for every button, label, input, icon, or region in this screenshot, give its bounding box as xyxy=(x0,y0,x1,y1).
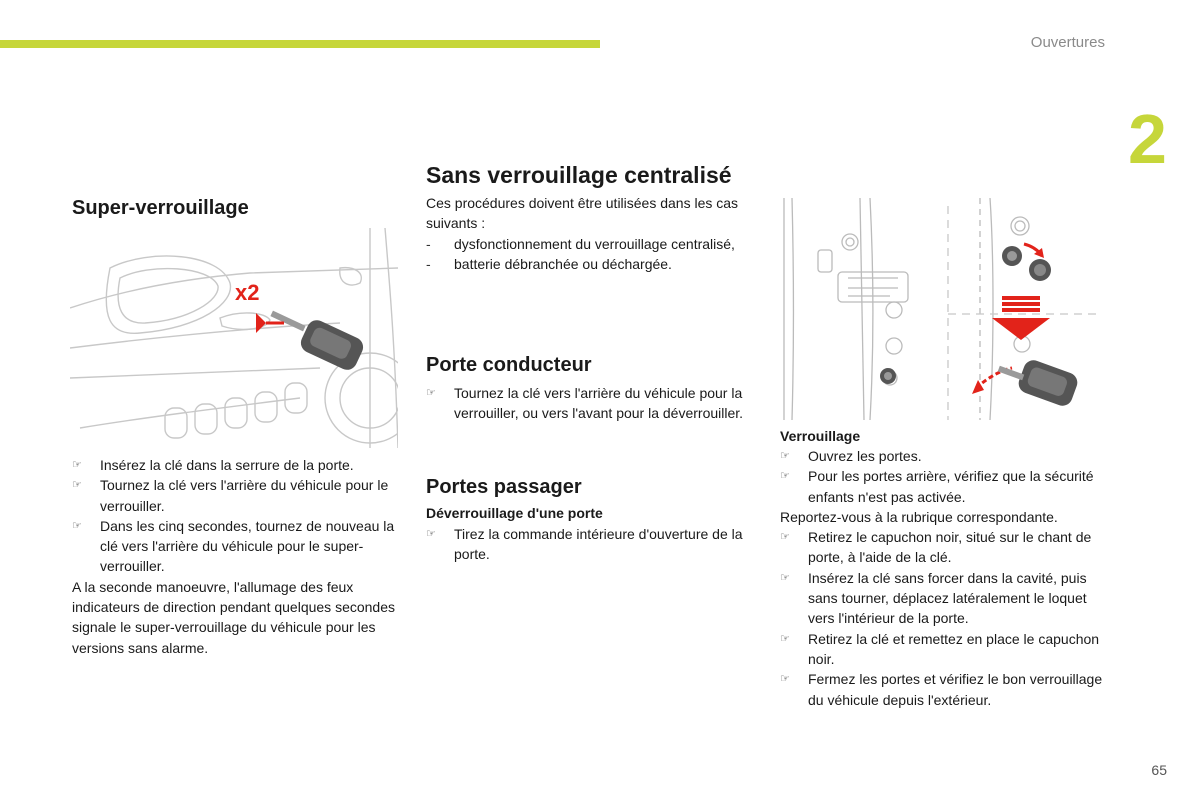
x2-label: x2 xyxy=(235,280,260,305)
passenger-steps xyxy=(426,524,748,565)
list-item: ☞ Insérez la clé sans forcer dans la cavité, puis sans tourner, déplacez latéralement le loquet vers l'intérieur de la porte. xyxy=(780,569,1087,627)
list-item: ☞ Tournez la clé vers l'arrière du véhicule pour la verrouiller, ou vers l'avant pour la déverrouiller. xyxy=(426,385,744,422)
super-lock-note: A la seconde manoeuvre, l'allumage des feux indicateurs de direction pendant quelques secondes signale le super-verrouillage du véhicule pour les versions sans alarme. xyxy=(72,578,396,656)
chapter-number: 2 xyxy=(1128,100,1167,178)
pointing-hand-icon: ☞ xyxy=(72,479,82,492)
locking-note: Reportez-vous à la rubrique correspondante. xyxy=(780,508,1058,525)
door-lock-illustration xyxy=(780,198,1102,420)
list-item: ☞ Insérez la clé dans la serrure de la porte. xyxy=(72,455,397,475)
pointing-hand-icon: ☞ xyxy=(780,571,790,584)
locking-steps-b xyxy=(780,527,1105,710)
car-door-key-illustration xyxy=(70,228,398,448)
cases-list xyxy=(426,234,748,275)
super-lock-steps xyxy=(72,455,397,577)
pointing-hand-icon: ☞ xyxy=(780,450,790,462)
unlock-door-subtitle: Déverrouillage d'une porte xyxy=(426,505,603,521)
middle-intro xyxy=(426,193,748,274)
pointing-hand-icon: ☞ xyxy=(780,632,790,645)
list-item: ☞ Fermez les portes et vérifiez le bon verrouillage du véhicule depuis l'extérieur. xyxy=(780,671,1103,708)
passenger-doors-title: Portes passager xyxy=(426,476,582,498)
list-item: ☞ Pour les portes arrière, vérifiez que la sécurité enfants n'est pas activée. xyxy=(780,468,1094,505)
list-item: - batterie débranchée ou déchargée. xyxy=(426,255,672,272)
list-item: ☞ Retirez la clé et remettez en place le capuchon noir. xyxy=(780,630,1100,667)
pointing-hand-icon: ☞ xyxy=(780,673,790,686)
driver-door-text xyxy=(426,383,748,424)
locking-steps-a xyxy=(780,446,1105,507)
list-item: ☞ Tirez la commande intérieure d'ouverture de la porte. xyxy=(426,526,743,563)
page-number: 65 xyxy=(1151,762,1167,778)
super-lock-title: Super-verrouillage xyxy=(72,197,249,219)
pointing-hand-icon: ☞ xyxy=(780,470,790,483)
section-title: Ouvertures xyxy=(1030,34,1105,51)
driver-steps xyxy=(426,383,748,424)
top-accent-bar xyxy=(0,40,600,48)
intro-text: Ces procédures doivent être utilisées dans les cas suivants : xyxy=(426,195,739,232)
list-item: ☞ Retirez le capuchon noir, situé sur le chant de porte, à l'aide de la clé. xyxy=(780,529,1092,566)
driver-door-title: Porte conducteur xyxy=(426,354,592,376)
pointing-hand-icon: ☞ xyxy=(780,531,790,544)
right-column-text xyxy=(780,446,1105,710)
passenger-door-text xyxy=(426,524,748,565)
pointing-hand-icon: ☞ xyxy=(72,519,82,532)
list-item: ☞ Tournez la clé vers l'arrière du véhicule pour le verrouiller. xyxy=(72,477,389,514)
left-column-text xyxy=(72,455,397,658)
pointing-hand-icon: ☞ xyxy=(426,387,436,399)
pointing-hand-icon: ☞ xyxy=(72,459,82,471)
locking-subtitle: Verrouillage xyxy=(780,428,861,444)
list-item: ☞ Ouvrez les portes. xyxy=(780,446,1105,466)
no-central-lock-title: Sans verrouillage centralisé xyxy=(426,162,732,188)
pointing-hand-icon: ☞ xyxy=(426,528,436,540)
list-item: ☞ Dans les cinq secondes, tournez de nouveau la clé vers l'arrière du véhicule pour le super-verrouiller. xyxy=(72,517,395,575)
list-item: - dysfonctionnement du verrouillage centralisé, xyxy=(426,235,735,252)
